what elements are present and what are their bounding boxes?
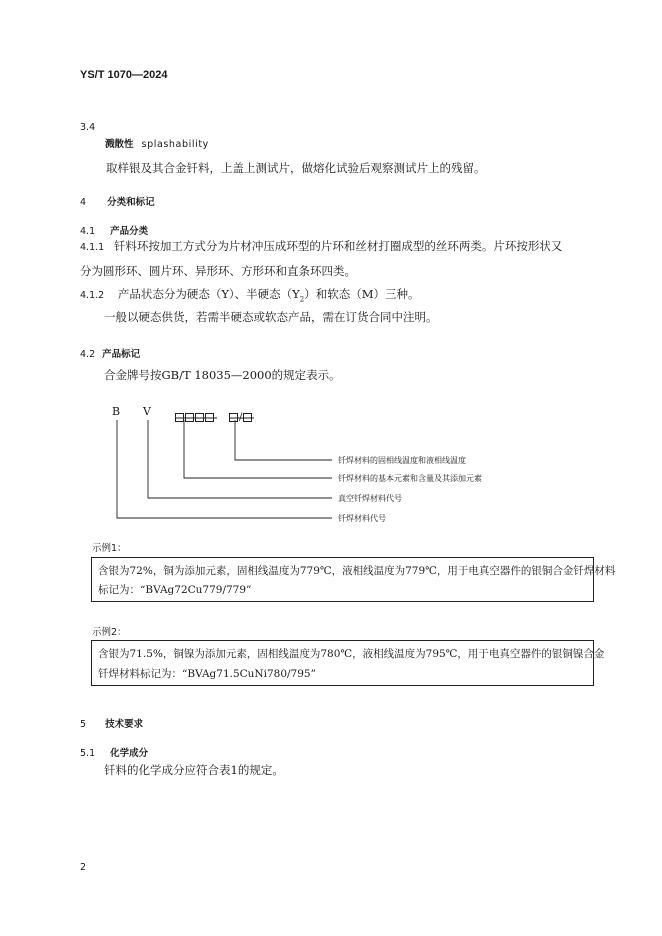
section-4-1-title: 产品分类 [110,226,149,237]
example-1-line2: 标记为：“BVAg72Cu779/779” [98,584,252,596]
section-3-4-number: 3.4 [80,122,96,133]
section-3-4-definition: 取样银及其合金钎料，上盖上测试片，做熔化试验后观察测试片上的残留。 [106,161,486,175]
section-5-1-number: 5.1 [80,748,96,759]
diagram-slash: / [239,412,243,423]
example-2-box [91,640,605,686]
section-4-number: 4 [80,197,87,208]
example-2-line2: 钎焊材料标记为：“BVAg71.5CuNi780/795” [98,668,316,680]
section-4-1-1-number: 4.1.1 [80,242,105,253]
section-4-1-2-text-b: ）和软态（M）三种。 [304,287,420,301]
example-1-line1: 含银为72%，铜为添加元素，固相线温度为779℃，液相线温度为779℃，用于电真空器件的银铜合金钎焊材料 [98,565,616,577]
diagram-letter-v: V [143,405,151,418]
section-5-title: 技术要求 [105,719,144,730]
term-english: splashability [141,139,209,150]
section-4-2-title: 产品标记 [102,349,141,360]
section-5-heading [80,716,143,730]
section-4-1-1-text: 钎料环按加工方式分为片材冲压成环型的片环和丝材打圈成型的丝环两类。片环按形状又 [113,239,563,253]
section-5-1-title: 化学成分 [110,748,149,759]
section-4-title: 分类和标记 [107,197,155,208]
section-5-1-heading [80,745,148,759]
diagram-label-elements: 钎焊材料的基本元素和含量及其添加元素 [338,474,482,483]
page-number: 2 [80,862,87,873]
example-2-line1: 含银为71.5%，铜镍为添加元素，固相线温度为780℃，液相线温度为795℃，用于电真空器件的银铜镍合金 [98,648,605,660]
section-5-1-text: 钎料的化学成分应符合表1的规定。 [104,763,284,777]
diagram-label-material-code: 钎焊材料代号 [338,514,386,523]
section-5-number: 5 [80,719,87,730]
section-4-1-2-number: 4.1.2 [80,290,105,301]
section-4-2-intro: 合金牌号按GB/T 18035—2000的规定表示。 [104,368,341,382]
example-1-box [91,557,616,602]
diagram-label-temperatures: 钎焊材料的固相线温度和液相线温度 [338,456,466,465]
term-chinese: 溅散性 [105,139,134,150]
diagram-label-vacuum-code: 真空钎焊材料代号 [338,494,402,503]
diagram-letter-b: B [112,405,121,418]
section-4-1-1-line2: 分为圆形环、圆片环、异形环、方形环和直条环四类。 [80,264,356,278]
standard-id: YS/T 1070—2024 [80,69,168,81]
example-2-label: 示例2： [92,627,127,638]
section-4-1-2-note: 一般以硬态供货，若需半硬态或软态产品，需在订货合同中注明。 [104,310,438,324]
example-1-label: 示例1： [92,543,127,554]
section-4-1-number: 4.1 [80,226,96,237]
subscript-2: 2 [299,295,305,304]
section-4-2-number: 4.2 [80,349,96,360]
section-4-1-2-text-a: 产品状态分为硬态（Y）、半硬态（Y [117,287,300,301]
